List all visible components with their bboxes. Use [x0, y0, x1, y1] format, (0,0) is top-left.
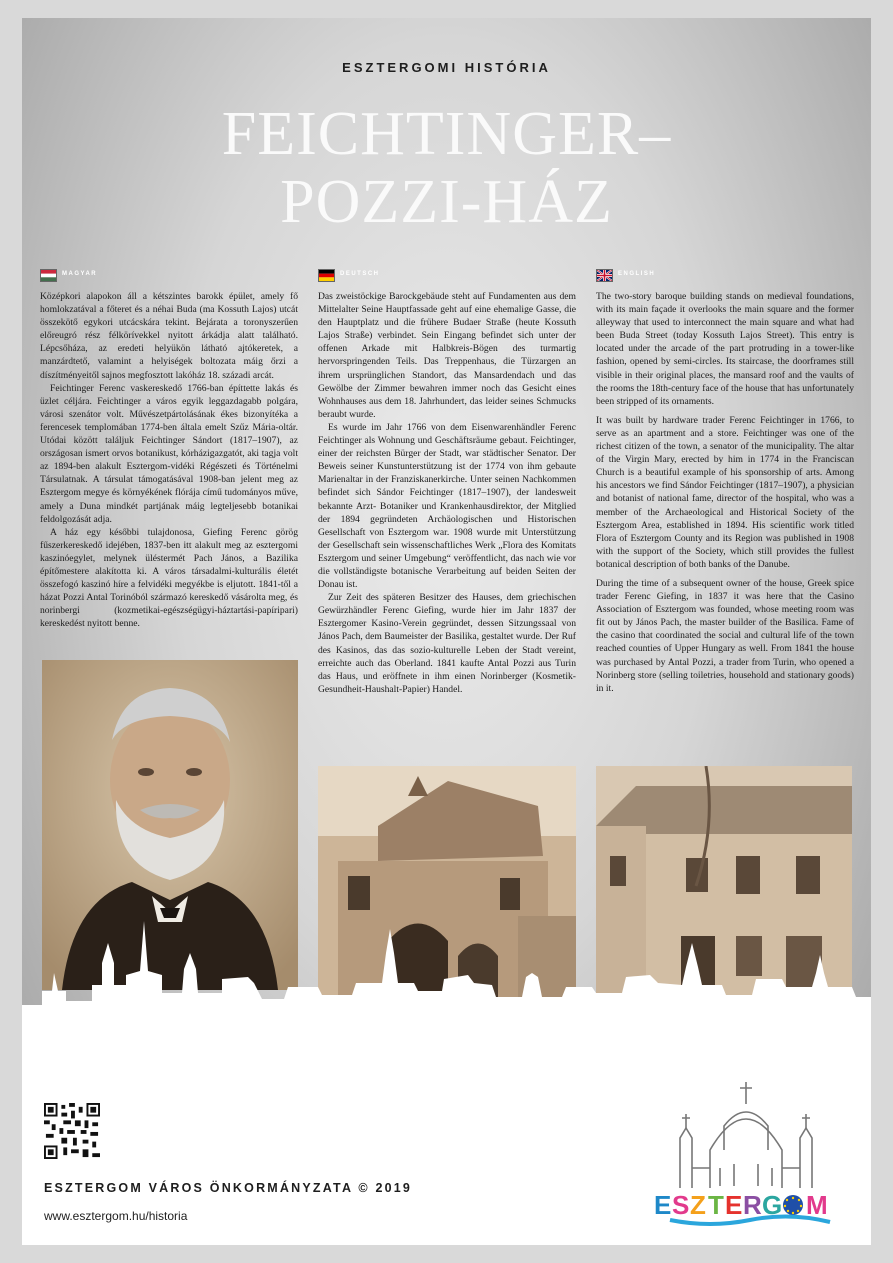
svg-text:T: T: [708, 1190, 724, 1220]
poster: [22, 18, 871, 1245]
uk-flag-icon: [596, 269, 613, 282]
title-line-2: POZZI-HÁZ: [280, 168, 613, 236]
paragraph-hu-1: Középkori alapokon áll a kétszintes barokk épület, amely fő homlokzatával a főteret és a néhai Buda (ma Kossuth Lajos) utcát összekötő egykori utcácskára tekint. Bejárata a toronyszerűen előreugró rész félkörívekkel nyitott árkádja alatt található. Lépcsőháza, az eredeti helyükön látható ajtókeretek, a manzárdtető, valamint a helyiségek boltozata máig őrzi a díszítményeitől sajnos megfosztott lakóház 18. századi arcát.: [40, 291, 298, 381]
svg-text:G: G: [762, 1190, 783, 1220]
hungarian-flag-icon: [40, 269, 57, 282]
series-kicker: ESZTERGOMI HISTÓRIA: [342, 60, 551, 75]
paragraph-en-2: It was built by hardware trader Ferenc Feichtinger in 1766, to serve as an apartment and a store. Feichtinger was one of the richest citizen of the town, a senator of the municipality. The altar of the Virgin Mary, erected by him in 1774 in the Franciscan Church is a beautiful example of his sponsorship of arts. Among his ancestors we find Sándor Feichtinger (1817–1907), a physician and botanist of national fame, director of the hospital, who was a member of the Archaeological and Historical Society of the Esztergom Area, established in 1894. His scientific work titled Flora of Esztergom County and its Region was published in 1908 with the support of the Society, which still provides the fullest botanical description of both banks of the Danube.: [596, 414, 854, 570]
language-header-hu: [40, 268, 298, 282]
footer-band: [22, 1023, 871, 1245]
column-english: [596, 268, 854, 695]
svg-text:E: E: [654, 1190, 672, 1220]
page-title: [22, 100, 871, 236]
title-line-1: FEICHTINGER–: [221, 100, 672, 168]
qr-code-icon[interactable]: [44, 1103, 100, 1159]
language-label-hu: MAGYAR: [62, 271, 98, 278]
paragraph-en-1: The two-story baroque building stands on medieval foundations, with its main façade it overlooks the main square and the former alleyway that used to interconnect the main square and what had been Buda Street (today Kossuth Lajos Street). This entry is located under the arcade of the part protruding in a tower-like fashion, opened by semi-circles. Its staircase, the doorframes still visible in their original places, the mansard roof and the vaults of the rooms the 18th-century face of the house that has unfortunately been stripped of its ornaments.: [596, 291, 854, 407]
german-flag-icon: [318, 269, 335, 282]
footer-url-link[interactable]: www.esztergom.hu/historia: [44, 1209, 188, 1223]
language-header-de: [318, 268, 576, 282]
column-hungarian: [40, 268, 298, 630]
svg-text:Z: Z: [690, 1190, 706, 1220]
column-german: [318, 268, 576, 696]
language-label-en: ENGLISH: [618, 271, 656, 278]
svg-text:R: R: [743, 1190, 762, 1220]
language-header-en: [596, 268, 854, 282]
paragraph-hu-3: A ház egy későbbi tulajdonosa, Giefing Ferenc görög fűszerkereskedő idejében, 1837-ben itt alakult meg az esztergomi kaszinóegylet, melynek üléstermét Pach János, a Bazilika építőmestere alakította ki. A város társadalmi-kulturális életét összefogó kaszinó híre a felvidéki megyékbe is eljutott. 1841-től a házat Pozzi Antal Torinóból származó kereskedő vásárolta meg, és norinbergi (kozmetikai-egészségügyi-háztartási-papíripari) kereskedést nyitott benne.: [40, 526, 298, 630]
paragraph-hu-2: Feichtinger Ferenc vaskereskedő 1766-ban építtette lakás és üzlet céljára. Feichtinger a város egyik leggazdagabb polgára, városi szenátor volt. Művészetpártolásának ékes bizonyítéka a ferencesek templomában 1774-ben általa emelt Szűz Mária-oltár. Utódai között találjuk Feichtinger Sándort (1817–1907), az országosan ismert orvos botanikust, kórházigazgatót, aki tagja volt az 1894-ben alakult Esztergom-vidéki Régészeti és Történelmi Társulatnak. A társulat támogatásával 1908-ban jelent meg az Esztergom megye és környékének flórája című tudományos műve, amely a Duna mindkét partjának máig legteljesebb botanikai feldolgozását adja.: [40, 382, 298, 525]
paragraph-en-3: During the time of a subsequent owner of the house, Greek spice trader Ferenc Giefing, in 1837 it was here that the Casino Association of Esztergom was founded, whose meeting room was fit out by János Pach, the master builder of the Basilica. Fame of the casino that coordinated the social and cultural life of the town reached counties of Upper Hungary as well. From 1841 the house was purchased by Antal Pozzi, a trader from Turin, who opened a Norinberg store (selling toiletries, household and stationary goods) in it.: [596, 577, 854, 694]
language-label-de: DEUTSCH: [340, 271, 380, 278]
paragraph-de-1: Das zweistöckige Barockgebäude steht auf Fundamenten aus dem Mittelalter Seine Hauptfassade geht auf eine ehemalige Gasse, die den Hauptplatz und die frühere Budaer Straße (heute Kossuth Lajos Straße) verbindet. Sein Eingang befindet sich unter der offenen Arkade mit Halbkreis-Bögen des turmartig hervorspringenden Teils. Das Treppenhaus, die Türzargen an ihrem ursprünglichen Standort, das Mansardendach und das Gewölbe der Zimmer bewahren immer noch das Gesicht eines Wohnhauses aus dem 18. Jahrhundert, das leider seines Schmucks beraubt wurde.: [318, 291, 576, 420]
svg-text:S: S: [672, 1190, 690, 1220]
svg-text:M: M: [806, 1190, 828, 1220]
svg-text:E: E: [725, 1190, 743, 1220]
footer-organization: ESZTERGOM VÁROS ÖNKORMÁNYZATA © 2019: [44, 1181, 413, 1195]
paragraph-de-3: Zur Zeit des späteren Besitzer des Hauses, dem griechischen Gewürzhändler Ferenc Giefing, wurde hier im Jahr 1837 der Esztergomer Kasino-Verein gegründet, dessen Sitzungssaal von János Pach, dem Baumeister der Basilika, gestaltet wurde. Der Ruf des Kasinos, das das sozio-kulturelle Leben der Stadt vereint, erreichte auch das Oberland. 1841 kaufte Antal Pozzi aus Turin das Haus, und eröffnete in ihm einen Norinberger (Kosmetik-Gesundheit-Haushalt-Papier) Handel.: [318, 592, 576, 695]
paragraph-de-2: Es wurde im Jahr 1766 von dem Eisenwarenhändler Ferenc Feichtinger als Wohnung und Geschäftsräume gebaut. Feichtinger, einer der reichsten Bürger der Stadt, war städtischer Senator. Der Beweis seiner Kunstunterstützung ist der 1774 von ihm gebaute Marienaltar in der Franziskanerkirche. Unter seinen Nachkommen befindet sich Sándor Feichtinger (1817–1907), der landesweit bekannte Arzt- Botaniker und Krankenhausdirektor, der Mitglied der 1894 gegründeten Archäologischen und Historischen Gesellschaft von Esztergom war. 1908 wurde mit Unterstützung der Gesellschaft sein wissenschaftliches Werk „Flora des Komitats Esztergom und seiner Umgebung“ veröffentlicht, das nach wie vor die vollständigste botanische Verarbeitung auf beiden Seiten der Donau ist.: [318, 421, 576, 591]
esztergom-city-logo: [650, 1068, 850, 1228]
